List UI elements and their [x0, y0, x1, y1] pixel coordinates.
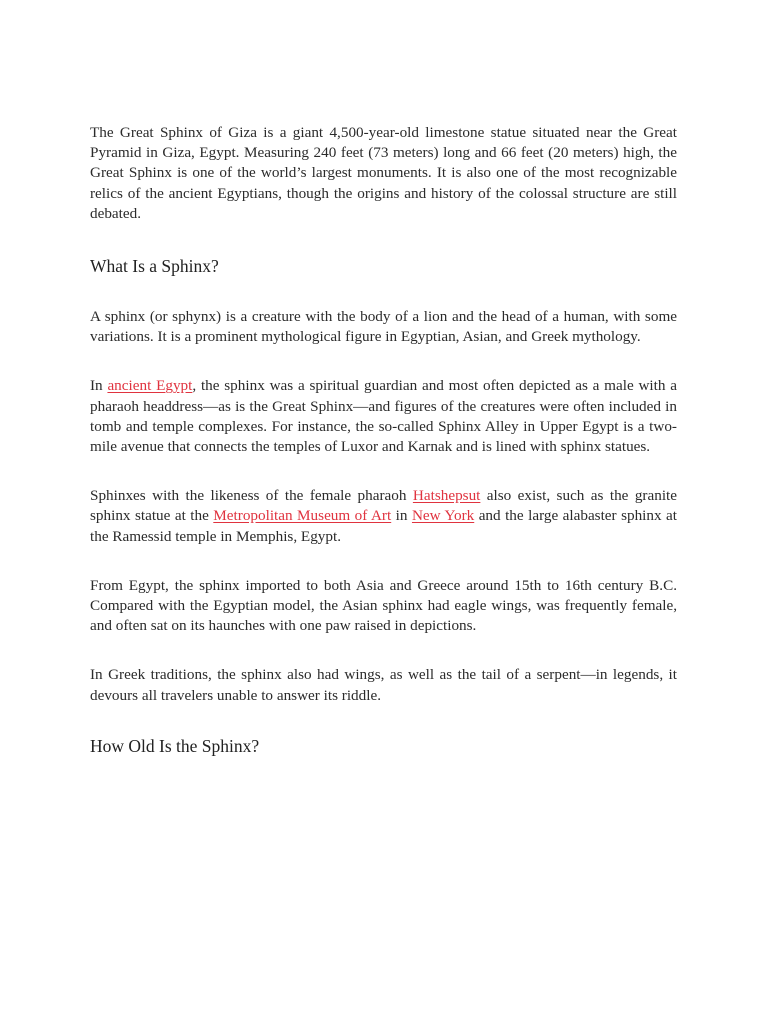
intro-paragraph: The Great Sphinx of Giza is a giant 4,500-year-old limestone statue situated near the Great Pyramid in Giza, Egypt. Measuring 240 feet (73 meters) long and 66 feet (20 meters) high, the Great Sphinx is one of the world’s largest monuments. It is also one of the most recognizable relics of the ancient Egyptians, though the origins and history of the colossal structure are still debated.: [90, 124, 677, 222]
text-segment: In: [90, 377, 108, 395]
text-segment: and the large alabaster sphinx at the Ramessid temple in Memphis, Egypt.: [90, 507, 677, 545]
article-body: [90, 123, 677, 757]
ancient-egypt-paragraph: [90, 376, 677, 457]
text-segment: Sphinxes with the likeness of the female pharaoh: [90, 487, 413, 505]
link-new-york[interactable]: New York: [411, 507, 475, 525]
greek-traditions-paragraph: In Greek traditions, the sphinx also had wings, as well as the tail of a serpent—in legends, it devours all travelers unable to answer its riddle.: [90, 666, 677, 704]
link-ancient-egypt[interactable]: ancient Egypt: [107, 377, 193, 395]
heading-what-is-sphinx: What Is a Sphinx?: [90, 256, 219, 277]
text-segment: in: [391, 507, 412, 525]
link-hatshepsut[interactable]: Hatshepsut: [412, 487, 481, 505]
female-sphinx-paragraph: [90, 486, 677, 547]
definition-paragraph: A sphinx (or sphynx) is a creature with the body of a lion and the head of a human, with some variations. It is a prominent mythological figure in Egyptian, Asian, and Greek mythology.: [90, 308, 677, 346]
asia-greece-paragraph: From Egypt, the sphinx imported to both Asia and Greece around 15th to 16th century B.C. Compared with the Egyptian model, the Asian sphinx had eagle wings, was frequently female, and often sat on its haunches with one paw raised in depictions.: [90, 576, 677, 635]
link-metropolitan-museum[interactable]: Metropolitan Museum of Art: [213, 507, 392, 525]
heading-how-old: How Old Is the Sphinx?: [90, 735, 260, 756]
text-segment: also exist, such as the granite sphinx statue at the: [90, 487, 677, 525]
text-segment: , the sphinx was a spiritual guardian and most often depicted as a male with a pharaoh headdress—as is the Great Sphinx—and figures of the creatures were often included in tomb and temple complexes. For instance, the so-called Sphinx Alley in Upper Egypt is a two-mile avenue that connects the temples of Luxor and Karnak and is lined with sphinx statues.: [90, 377, 677, 456]
